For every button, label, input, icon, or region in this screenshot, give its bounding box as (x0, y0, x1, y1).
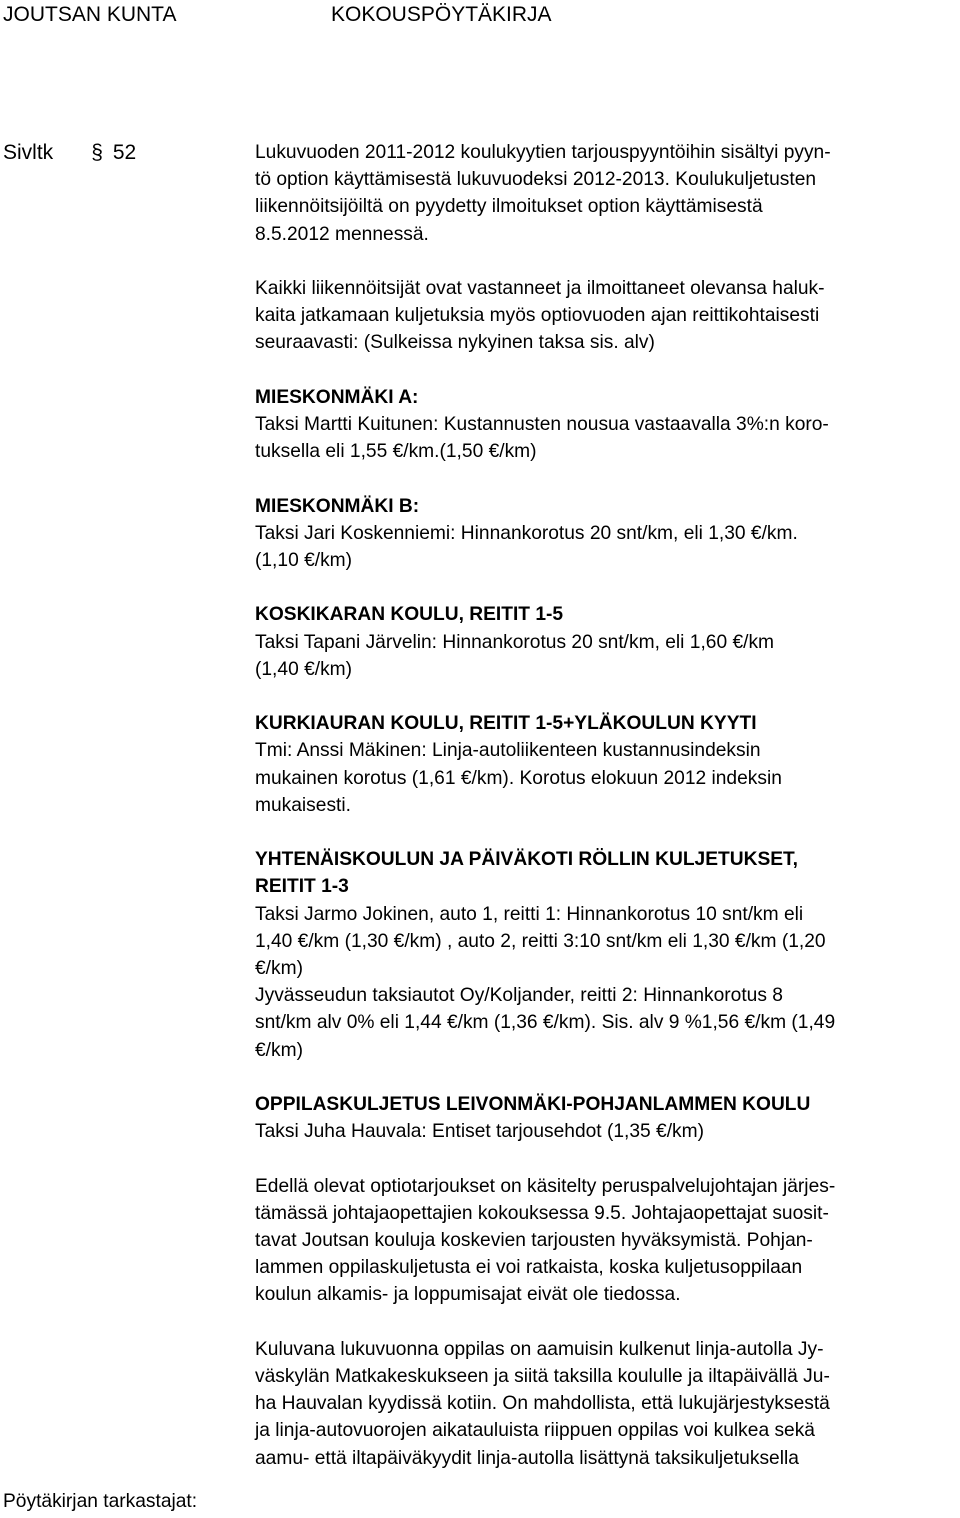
current-arrangement-paragraph (255, 1336, 957, 1472)
paragraph-line: 8.5.2012 mennessä. (255, 223, 429, 245)
route-offer-mieskonmaki-b (255, 520, 957, 574)
paragraph-line: lammen oppilaskuljetusta ei voi ratkaista, koska kuljetusoppilaan (255, 1257, 803, 1279)
offer-line: (1,40 €/km) (255, 658, 353, 680)
route-heading-yhtenaiskoulu (255, 846, 957, 900)
document-type: KOKOUSPÖYTÄKIRJA (331, 3, 552, 26)
paragraph-line: seuraavasti: (Sulkeissa nykyinen taksa sis. alv) (255, 332, 655, 354)
minutes-checkers-label: Pöytäkirjan tarkastajat: (3, 1491, 198, 1512)
route-heading-leivonmaki: OPPILASKULJETUS LEIVONMÄKI-POHJANLAMMEN KOULU (255, 1094, 811, 1115)
paragraph-line: aamu- että iltapäiväkyydit linja-autolla lisättynä taksikuljetuksella (255, 1447, 799, 1469)
offer-line: mukainen korotus (1,61 €/km). Korotus elokuun 2012 indeksin (255, 767, 782, 789)
paragraph-line: tämässä johtajaopettajien kokouksessa 9.5. Johtajaopettajat suosit- (255, 1202, 829, 1224)
paragraph-line: kaita jatkamaan kuljetuksia myös optiovuoden ajan reittikohtaisesti (255, 305, 820, 327)
route-offer-mieskonmaki-a (255, 411, 957, 465)
organization-name: JOUTSAN KUNTA (3, 3, 177, 26)
offer-line: mukaisesti. (255, 794, 351, 816)
section-symbol: § (91, 141, 103, 164)
paragraph-line: Kuluvana lukuvuonna oppilas on aamuisin kulkenut linja-autolla Jy- (255, 1338, 824, 1360)
review-paragraph (255, 1173, 957, 1309)
heading-line: REITIT 1-3 (255, 876, 349, 898)
offer-line: Taksi Jarmo Jokinen, auto 1, reitti 1: Hinnankorotus 10 snt/km eli (255, 903, 804, 925)
paragraph-line: ha Hauvalan kyydissä kotiin. On mahdollista, että lukujärjestyksestä (255, 1393, 830, 1415)
paragraph-line: tavat Joutsan kouluja koskevien tarjousten hyväksymistä. Pohjan- (255, 1230, 813, 1251)
intro-paragraph (255, 139, 957, 248)
offer-line: €/km) (255, 1039, 303, 1061)
offer-line: Tmi: Anssi Mäkinen: Linja-autoliikenteen kustannusindeksin (255, 740, 761, 762)
offer-line: €/km) (255, 958, 303, 979)
section-number: 52 (112, 141, 137, 164)
paragraph-line: koulun alkamis- ja loppumisajat eivät ole tiedossa. (255, 1284, 681, 1306)
offer-line: snt/km alv 0% eli 1,44 €/km (1,36 €/km). Sis. alv 9 %1,56 €/km (1,49 (255, 1012, 836, 1034)
offer-line: Taksi Juha Hauvala: Entiset tarjousehdot (1,35 €/km) (255, 1121, 705, 1143)
paragraph-line: tö option käyttämisestä lukuvuodeksi 2012-2013. Koulukuljetusten (255, 169, 817, 191)
section-label (3, 139, 136, 166)
route-offer-kurkiaura (255, 737, 957, 819)
route-heading-koskikara: KOSKIKARAN KOULU, REITIT 1-5 (255, 604, 564, 626)
paragraph-line: väskylän Matkakeskukseen ja siitä taksilla koululle ja iltapäivällä Ju- (255, 1366, 830, 1387)
heading-line: YHTENÄISKOULUN JA PÄIVÄKOTI RÖLLIN KULJETUKSET, (255, 849, 798, 871)
route-offer-koskikara (255, 629, 957, 683)
offer-line: 1,40 €/km (1,30 €/km) , auto 2, reitti 3:10 snt/km eli 1,30 €/km (1,20 (255, 930, 826, 952)
offer-line: (1,10 €/km) (255, 550, 353, 571)
route-heading-mieskonmaki-b: MIESKONMÄKI B: (255, 495, 420, 517)
offer-line: Taksi Tapani Järvelin: Hinnankorotus 20 snt/km, eli 1,60 €/km (255, 631, 775, 653)
paragraph-line: Kaikki liikennöitsijät ovat vastanneet ja ilmoittaneet olevansa haluk- (255, 278, 825, 299)
route-offer-yhtenaiskoulu (255, 901, 957, 1064)
offer-line: Taksi Martti Kuitunen: Kustannusten nousua vastaavalla 3%:n koro- (255, 414, 829, 435)
route-heading-kurkiaura: KURKIAURAN KOULU, REITIT 1-5+YLÄKOULUN KYYTI (255, 713, 757, 735)
offer-line: tuksella eli 1,55 €/km.(1,50 €/km) (255, 441, 537, 463)
section-body: Sivltk (3, 141, 54, 164)
paragraph-line: Lukuvuoden 2011-2012 koulukyytien tarjouspyyntöihin sisältyi pyyn- (255, 142, 831, 163)
paragraph-line: Edellä olevat optiotarjoukset on käsitelty peruspalvelujohtajan järjes- (255, 1175, 836, 1197)
paragraph-line: liikennöitsijöiltä on pyydetty ilmoitukset option käyttämisestä (255, 196, 763, 218)
responses-paragraph (255, 275, 957, 357)
offer-line: Jyvässeudun taksiautot Oy/Koljander, reitti 2: Hinnankorotus 8 (255, 985, 783, 1007)
offer-line: Taksi Jari Koskenniemi: Hinnankorotus 20 snt/km, eli 1,30 €/km. (255, 522, 798, 544)
route-offer-leivonmaki (255, 1118, 957, 1145)
paragraph-line: ja linja-autovuorojen aikatauluista riippuen oppilas voi kulkea sekä (255, 1420, 815, 1442)
route-heading-mieskonmaki-a: MIESKONMÄKI A: (255, 386, 419, 408)
minutes-content (255, 139, 957, 1472)
